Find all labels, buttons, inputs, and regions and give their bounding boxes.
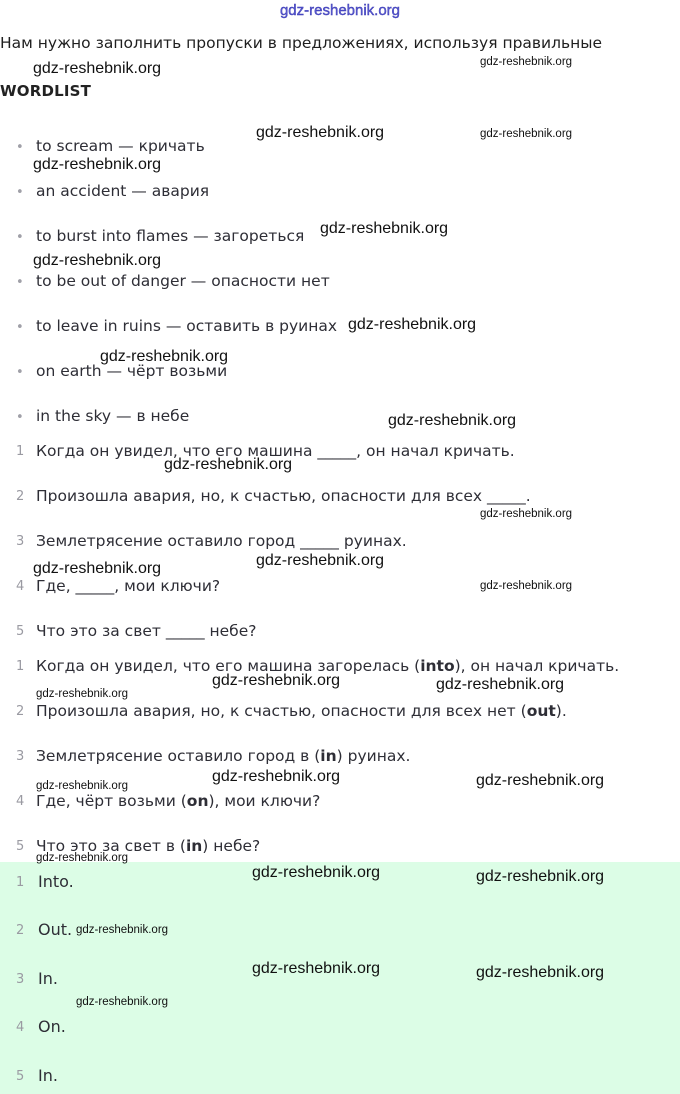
filled-sentence: Землетрясение оставило город в (in) руинах. xyxy=(36,747,411,765)
filled-number: 2 xyxy=(16,704,25,719)
watermark: gdz-reshebnik.org xyxy=(100,348,229,365)
bullet-icon: • xyxy=(16,365,24,380)
watermark: gdz-reshebnik.org xyxy=(388,412,517,429)
wordlist-item: to be out of danger — опасности нет xyxy=(36,272,330,290)
watermark: gdz-reshebnik.org xyxy=(76,996,169,1008)
answer-number: 4 xyxy=(16,1020,25,1035)
bullet-icon: • xyxy=(16,410,24,425)
watermark: gdz-reshebnik.org xyxy=(476,868,605,885)
answer-text: On. xyxy=(38,1017,66,1036)
exercise-number: 3 xyxy=(16,534,25,549)
watermark: gdz-reshebnik.org xyxy=(36,688,129,700)
filled-number: 4 xyxy=(16,794,25,809)
exercise-number: 5 xyxy=(16,624,25,639)
exercise-sentence: Что это за свет _____ небе? xyxy=(36,622,257,640)
answer-word: on xyxy=(186,792,209,810)
watermark: gdz-reshebnik.org xyxy=(480,580,573,592)
watermark: gdz-reshebnik.org xyxy=(212,672,341,689)
exercise-sentence: Где, _____, мои ключи? xyxy=(36,577,221,595)
watermark: gdz-reshebnik.org xyxy=(76,924,169,936)
wordlist-item: to burst into flames — загореться xyxy=(36,227,305,245)
watermark: gdz-reshebnik.org xyxy=(33,156,162,173)
watermark: gdz-reshebnik.org xyxy=(252,960,381,977)
filled-sentence: Что это за свет в (in) небе? xyxy=(36,837,261,855)
answer-text: Into. xyxy=(38,872,74,891)
watermark: gdz-reshebnik.org xyxy=(480,508,573,520)
answer-text: In. xyxy=(38,1066,58,1085)
answer-number: 5 xyxy=(16,1069,25,1084)
watermark: gdz-reshebnik.org xyxy=(348,316,477,333)
watermark: gdz-reshebnik.org xyxy=(36,852,129,864)
wordlist-item: to leave in ruins — оставить в руинах xyxy=(36,317,338,335)
exercise-number: 2 xyxy=(16,489,25,504)
answer-number: 2 xyxy=(16,923,25,938)
answer-text: Out. xyxy=(38,920,73,939)
filled-sentence: Где, чёрт возьми (on), мои ключи? xyxy=(36,792,321,810)
answer-word: into xyxy=(420,657,455,675)
answer-number: 3 xyxy=(16,972,25,987)
filled-number: 3 xyxy=(16,749,25,764)
answer-text: In. xyxy=(38,969,58,988)
filled-sentence: Произошла авария, но, к счастью, опасности для всех нет (out). xyxy=(36,702,567,720)
exercise-number: 4 xyxy=(16,579,25,594)
watermark: gdz-reshebnik.org xyxy=(212,768,341,785)
watermark: gdz-reshebnik.org xyxy=(252,864,381,881)
bullet-icon: • xyxy=(16,140,24,155)
wordlist-item: in the sky — в небе xyxy=(36,407,190,425)
wordlist-item: on earth — чёрт возьми xyxy=(36,362,228,380)
bullet-icon: • xyxy=(16,320,24,335)
bullet-icon: • xyxy=(16,275,24,290)
watermark: gdz-reshebnik.org xyxy=(476,772,605,789)
exercise-sentence: Землетрясение оставило город _____ руинах. xyxy=(36,532,407,550)
exercise-sentence: Произошла авария, но, к счастью, опасности для всех _____. xyxy=(36,487,531,505)
watermark: gdz-reshebnik.org xyxy=(256,552,385,569)
watermark: gdz-reshebnik.org xyxy=(33,560,162,577)
watermark: gdz-reshebnik.org xyxy=(164,456,293,473)
filled-number: 5 xyxy=(16,839,25,854)
watermark: gdz-reshebnik.org xyxy=(476,964,605,981)
watermark: gdz-reshebnik.org xyxy=(480,56,573,68)
filled-sentence: Когда он увидел, что его машина загорелась (into), он начал кричать. xyxy=(36,657,620,675)
wordlist-title: WORDLIST xyxy=(0,82,92,100)
filled-number: 1 xyxy=(16,659,25,674)
watermark: gdz-reshebnik.org xyxy=(480,128,573,140)
answer-number: 1 xyxy=(16,875,25,890)
watermark: gdz-reshebnik.org xyxy=(436,676,565,693)
exercise-number: 1 xyxy=(16,444,25,459)
watermark: gdz-reshebnik.org xyxy=(33,252,162,269)
answer-word: in xyxy=(320,747,337,765)
wordlist-item: an accident — авария xyxy=(36,182,210,200)
wordlist-item: to scream — кричать xyxy=(36,137,205,155)
bullet-icon: • xyxy=(16,230,24,245)
answer-word: out xyxy=(526,702,556,720)
answer-word: in xyxy=(185,837,203,855)
bullet-icon: • xyxy=(16,185,24,200)
intro-text: Нам нужно заполнить пропуски в предложениях, используя правильные xyxy=(0,34,603,52)
watermark: gdz-reshebnik.org xyxy=(36,780,129,792)
watermark: gdz-reshebnik.org xyxy=(256,124,385,141)
exercise-sentence: Когда он увидел, что его машина _____, он начал кричать. xyxy=(36,442,515,460)
watermark: gdz-reshebnik.org xyxy=(33,60,162,77)
top-watermark: gdz-reshebnik.org xyxy=(279,2,401,19)
watermark: gdz-reshebnik.org xyxy=(320,220,449,237)
